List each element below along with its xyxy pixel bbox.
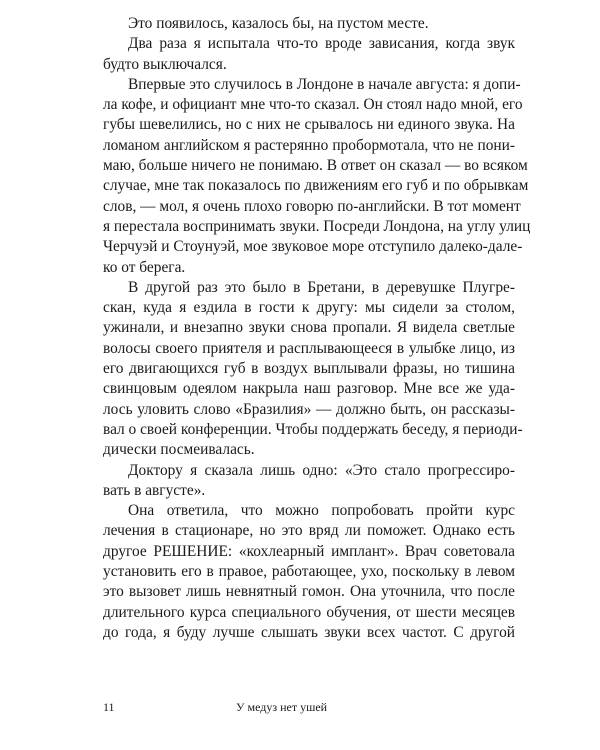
running-footer-title: У медуз нет ушей [236,700,328,714]
text-line: это вызовет лишь невнятный гомон. Она уточнила, что после [103,583,515,601]
text-line: Она ответила, что можно попробовать пройти курс [128,502,515,520]
text-line: скан, куда я ездила в гости к другу: мы сидели за столом, [103,299,515,317]
page-body-text [103,14,531,643]
text-line: Доктору я сказала лишь одно: «Это стало прогрессиро- [128,461,515,479]
text-line: дически посмеивалась. [103,441,255,459]
text-line: его двигающихся губ в воздух выплывали фразы, но тишина [103,360,515,378]
text-line: лечения в стационаре, но это вряд ли поможет. Однако есть [103,522,515,540]
text-line: ла кофе, и официант мне что-то сказал. Он стоял надо мной, его [103,96,523,114]
text-line: другое РЕШЕНИЕ: «кохлеарный имплант». Врач советовала [103,542,515,560]
text-line: ко от берега. [103,258,186,276]
text-line: будто выключался. [103,55,227,73]
text-line: Черчуэй и Стоунуэй, мое звуковое море отступило далеко-дале- [103,238,523,256]
text-line: маю, больше ничего не понимаю. В ответ он сказал — во всяком [103,157,528,175]
text-line: случае, мне так показалось по движениям его губ и по обрывкам [103,177,529,195]
text-line: ужинали, и внезапно звуки снова пропали. Я видела светлые [103,319,515,337]
text-line: В другой раз это было в Бретани, в деревушке Плугре- [128,278,515,296]
text-line: ломаном английском я растерянно пробормотала, что не пони- [103,136,515,154]
text-line: слов, — мол, я очень плохо говорю по-английски. В тот момент [103,197,521,215]
text-line: длительного курса специального обучения, от шести месяцев [103,603,515,621]
text-line: Это появилось, казалось бы, на пустом месте. [128,15,429,32]
text-line: я перестала воспринимать звуки. Посреди Лондона, на углу улиц [103,217,531,235]
text-line: Впервые это случилось в Лондоне в начале августа: я допи- [128,75,521,93]
text-line: Два раза я испытала что-то вроде зависания, когда звук [128,35,515,53]
text-line: установить его в правое, работающее, ухо, поскольку в левом [103,563,515,581]
text-line: губы шевелились, но с них не срывалось ни единого звука. На [103,116,515,134]
text-line: волосы своего приятеля и расплывающееся в улыбке лицо, из [103,339,515,357]
text-line: лось уловить слово «Бразилия» — должно быть, он рассказы- [103,400,515,418]
page-number: 11 [103,700,115,714]
text-line: вал о своей конференции. Чтобы поддержать беседу, я периоди- [103,420,523,438]
text-line: до года, я буду лучше слышать звуки всех частот. С другой [103,623,515,641]
text-line: свинцовым одеялом накрыла наш разговор. Мне все же уда- [103,380,515,398]
text-line: вать в августе». [103,481,206,499]
